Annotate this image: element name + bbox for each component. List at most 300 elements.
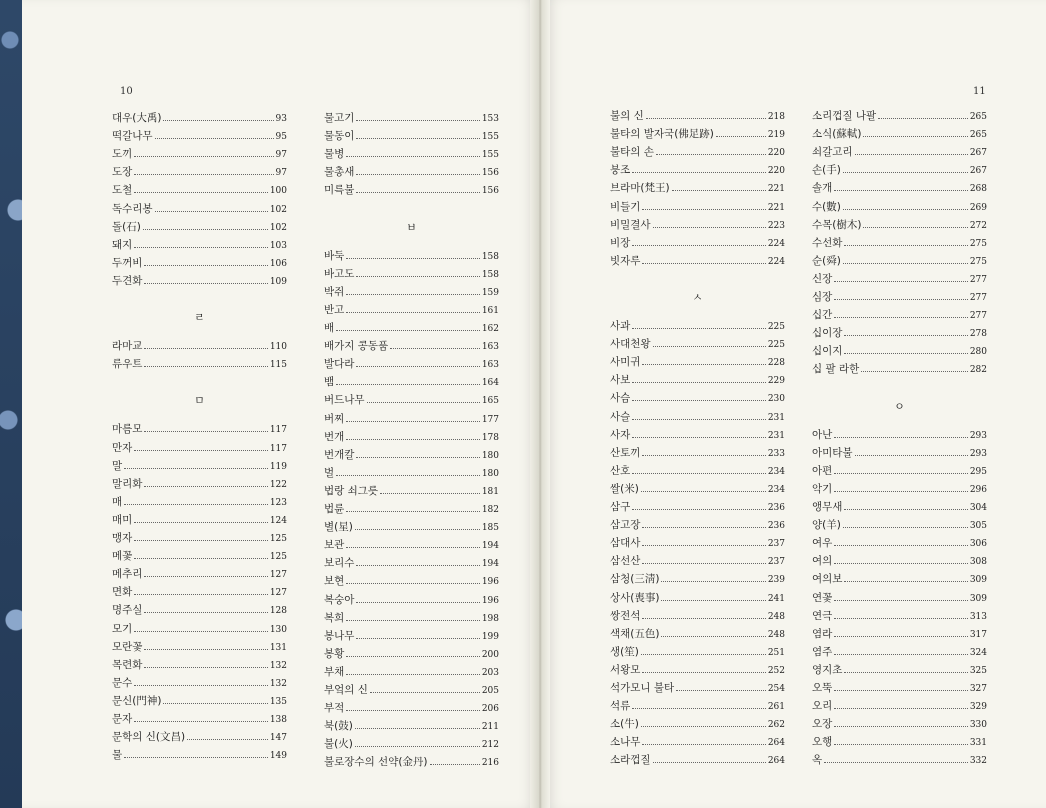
entry-page-number: 156 xyxy=(481,168,499,179)
entry-page-number: 239 xyxy=(767,575,785,586)
index-entry xyxy=(112,476,287,494)
index-entry xyxy=(112,729,287,747)
index-entry xyxy=(610,318,785,336)
entry-term: 심장 xyxy=(812,291,833,303)
entry-term: 색채(五色) xyxy=(610,627,660,640)
entry-page-number: 225 xyxy=(767,340,785,351)
dot-leader xyxy=(844,345,967,354)
dot-leader xyxy=(824,754,968,763)
entry-term: 앵무새 xyxy=(812,501,843,513)
entry-term: 여우 xyxy=(812,537,833,550)
index-entry xyxy=(610,336,785,354)
entry-term: 여의 xyxy=(812,555,833,568)
dot-leader xyxy=(661,573,765,582)
entry-page-number: 117 xyxy=(269,425,287,436)
index-entry xyxy=(324,700,499,718)
dot-leader xyxy=(641,718,766,727)
entry-page-number: 149 xyxy=(269,751,287,762)
entry-page-number: 293 xyxy=(969,430,987,441)
index-entry xyxy=(812,253,987,271)
entry-term: 복숭아 xyxy=(324,593,355,606)
dot-leader xyxy=(155,203,268,212)
entry-page-number: 156 xyxy=(481,186,499,197)
entry-page-number: 254 xyxy=(767,684,785,694)
dot-leader xyxy=(632,237,766,246)
dot-leader xyxy=(356,630,479,639)
entry-term: 물총새 xyxy=(324,166,355,179)
entry-page-number: 317 xyxy=(969,629,987,640)
index-entry xyxy=(112,566,287,584)
index-entry xyxy=(812,680,987,698)
entry-page-number: 265 xyxy=(969,130,987,141)
dot-leader xyxy=(144,423,267,432)
entry-page-number: 268 xyxy=(969,184,987,195)
dot-leader xyxy=(844,237,967,246)
dot-leader xyxy=(134,586,268,595)
entry-term: 두견화 xyxy=(112,274,143,287)
dot-leader xyxy=(646,110,766,119)
dot-leader xyxy=(134,677,268,686)
dot-leader xyxy=(863,128,967,137)
entry-term: 쌍전석 xyxy=(610,609,641,622)
entry-term: 바둑 xyxy=(324,249,345,262)
dot-leader xyxy=(632,392,766,401)
entry-term: 불의 신 xyxy=(610,110,644,122)
entry-term: 박쥐 xyxy=(324,285,345,298)
index-entry xyxy=(812,553,987,571)
entry-page-number: 106 xyxy=(269,258,287,269)
entry-page-number: 234 xyxy=(767,466,785,477)
index-entry xyxy=(324,302,499,320)
dot-leader xyxy=(144,257,267,266)
index-entry xyxy=(112,621,287,639)
entry-term: 오뚝 xyxy=(812,682,833,694)
entry-page-number: 182 xyxy=(481,505,499,515)
entry-page-number: 181 xyxy=(481,486,499,497)
index-entry xyxy=(812,271,987,289)
index-entry xyxy=(812,144,987,162)
entry-term: 브라마(梵王) xyxy=(610,182,670,195)
entry-page-number: 236 xyxy=(767,521,785,532)
index-entry xyxy=(812,590,987,608)
entry-page-number: 296 xyxy=(969,484,987,495)
book-gutter xyxy=(530,0,550,808)
dot-leader xyxy=(632,374,766,383)
entry-term: 소(牛) xyxy=(610,718,639,731)
index-entry xyxy=(324,356,499,374)
entry-page-number: 128 xyxy=(269,606,287,617)
entry-page-number: 155 xyxy=(481,150,499,161)
dot-leader xyxy=(844,501,967,510)
entry-page-number: 330 xyxy=(969,720,987,731)
entry-term: 염주 xyxy=(812,645,833,658)
index-entry xyxy=(812,571,987,589)
dot-leader xyxy=(336,467,480,476)
index-entry xyxy=(610,144,785,162)
index-entry xyxy=(812,716,987,734)
index-entry xyxy=(324,429,499,447)
entry-term: 생(笙) xyxy=(610,645,639,658)
entry-page-number: 198 xyxy=(481,613,499,624)
index-entry xyxy=(324,128,499,146)
entry-page-number: 221 xyxy=(767,184,785,195)
entry-page-number: 267 xyxy=(969,148,987,159)
dot-leader xyxy=(144,641,267,650)
index-entry xyxy=(112,273,287,291)
entry-term: 아난 xyxy=(812,428,833,441)
entry-term: 십이지 xyxy=(812,345,843,358)
index-entry xyxy=(112,182,287,200)
dot-leader xyxy=(144,358,267,367)
entry-page-number: 110 xyxy=(269,342,287,353)
dot-leader xyxy=(844,664,967,673)
entry-term: 연꽃 xyxy=(812,591,833,604)
entry-term: 삼대사 xyxy=(610,537,641,550)
index-entry xyxy=(112,237,287,255)
index-entry xyxy=(112,421,287,439)
dot-leader xyxy=(855,447,968,456)
entry-page-number: 329 xyxy=(969,702,987,713)
index-entry xyxy=(324,628,499,646)
index-entry xyxy=(610,481,785,499)
dot-leader xyxy=(356,449,479,458)
dot-leader xyxy=(336,376,480,385)
index-entry xyxy=(610,571,785,589)
entry-page-number: 309 xyxy=(969,593,987,604)
dot-leader xyxy=(143,221,268,230)
entry-page-number: 248 xyxy=(767,629,785,640)
entry-term: 손(手) xyxy=(812,164,841,177)
index-entry xyxy=(812,199,987,217)
index-entry xyxy=(324,392,499,410)
entry-page-number: 200 xyxy=(481,649,499,660)
entry-page-number: 162 xyxy=(481,324,499,334)
entry-term: 비밀결사 xyxy=(610,218,651,231)
entry-term: 소나무 xyxy=(610,736,641,749)
dot-leader xyxy=(356,557,479,566)
entry-page-number: 206 xyxy=(481,704,499,715)
dot-leader xyxy=(642,447,765,456)
entry-page-number: 115 xyxy=(269,360,287,371)
entry-term: 삼고장 xyxy=(610,519,641,532)
dot-leader xyxy=(844,573,967,582)
dot-leader xyxy=(834,465,968,474)
entry-term: 면화 xyxy=(112,586,133,599)
entry-term: 봉황 xyxy=(324,647,345,660)
dot-leader xyxy=(653,338,766,347)
entry-term: 법륜 xyxy=(324,503,345,515)
index-entry xyxy=(610,716,785,734)
entry-term: 번개 xyxy=(324,430,345,443)
index-entry xyxy=(112,639,287,657)
entry-term: 보관 xyxy=(324,539,345,552)
entry-page-number: 324 xyxy=(969,647,987,658)
entry-page-number: 95 xyxy=(275,132,287,143)
dot-leader xyxy=(346,503,480,512)
dot-leader xyxy=(124,749,268,758)
entry-page-number: 231 xyxy=(767,412,785,423)
dot-leader xyxy=(855,146,968,155)
entry-term: 십간 xyxy=(812,309,833,322)
entry-term: 연극 xyxy=(812,609,833,622)
entry-term: 독수리봉 xyxy=(112,202,153,215)
entry-page-number: 158 xyxy=(481,269,499,280)
section-heading: ㅁ xyxy=(194,394,205,408)
index-entry xyxy=(112,602,287,620)
index-entry xyxy=(610,445,785,463)
index-entry xyxy=(610,517,785,535)
index-entry xyxy=(610,734,785,752)
section-heading: ㅅ xyxy=(692,290,703,304)
index-entry xyxy=(812,698,987,716)
entry-page-number: 278 xyxy=(969,329,987,340)
dot-leader xyxy=(834,429,968,438)
dot-leader xyxy=(632,411,766,420)
dot-leader xyxy=(144,568,267,577)
entry-page-number: 127 xyxy=(269,570,287,581)
dot-leader xyxy=(355,521,480,530)
entry-page-number: 280 xyxy=(969,347,987,358)
index-entry xyxy=(610,217,785,235)
dot-leader xyxy=(346,612,480,621)
entry-term: 문자 xyxy=(112,713,133,725)
dot-leader xyxy=(632,429,766,438)
entry-page-number: 117 xyxy=(269,443,287,454)
dot-leader xyxy=(834,628,968,637)
index-entry xyxy=(812,499,987,517)
index-entry xyxy=(610,427,785,445)
entry-page-number: 269 xyxy=(969,202,987,213)
entry-page-number: 309 xyxy=(969,575,987,586)
entry-term: 쇠갈고리 xyxy=(812,146,853,159)
dot-leader xyxy=(346,304,480,313)
dot-leader xyxy=(834,483,968,492)
index-entry xyxy=(610,590,785,608)
entry-term: 돌(石) xyxy=(112,220,141,233)
entry-term: 북(鼓) xyxy=(324,720,353,733)
dot-leader xyxy=(355,738,480,747)
entry-term: 오행 xyxy=(812,736,833,749)
dot-leader xyxy=(834,700,968,709)
entry-page-number: 185 xyxy=(481,523,499,534)
entry-page-number: 220 xyxy=(767,148,785,159)
entry-page-number: 163 xyxy=(481,342,499,353)
entry-term: 미륵불 xyxy=(324,184,355,197)
dot-leader xyxy=(346,148,480,157)
index-entry xyxy=(324,646,499,664)
index-entry xyxy=(112,255,287,273)
entry-page-number: 293 xyxy=(969,448,987,459)
index-entry xyxy=(812,162,987,180)
index-entry xyxy=(324,519,499,537)
index-entry xyxy=(812,644,987,662)
entry-term: 소식(蘇軾) xyxy=(812,128,862,141)
entry-page-number: 153 xyxy=(481,114,499,124)
entry-page-number: 100 xyxy=(269,186,287,197)
entry-page-number: 221 xyxy=(767,202,785,213)
entry-page-number: 122 xyxy=(269,479,287,490)
entry-page-number: 109 xyxy=(269,276,287,287)
dot-leader xyxy=(632,700,766,709)
entry-term: 도장 xyxy=(112,166,133,179)
dot-leader xyxy=(653,219,766,228)
dot-leader xyxy=(834,537,968,546)
index-entry xyxy=(324,592,499,610)
index-entry xyxy=(812,535,987,553)
dot-leader xyxy=(843,201,968,210)
entry-page-number: 211 xyxy=(481,722,499,733)
dot-leader xyxy=(134,532,268,541)
index-entry xyxy=(610,162,785,180)
entry-term: 말 xyxy=(112,459,123,472)
index-entry xyxy=(324,736,499,754)
dot-leader xyxy=(144,659,267,668)
entry-page-number: 97 xyxy=(275,150,287,161)
entry-term: 불(火) xyxy=(324,738,353,751)
entry-page-number: 203 xyxy=(481,667,499,678)
entry-term: 바고도 xyxy=(324,267,355,280)
entry-term: 소리껍질 나팔 xyxy=(812,110,877,122)
index-entry xyxy=(610,235,785,253)
dot-leader xyxy=(346,702,480,711)
entry-term: 명주실 xyxy=(112,604,143,617)
index-entry xyxy=(610,126,785,144)
entry-page-number: 125 xyxy=(269,552,287,563)
dot-leader xyxy=(356,130,479,139)
index-entry xyxy=(324,411,499,429)
entry-page-number: 135 xyxy=(269,696,287,707)
dot-leader xyxy=(346,286,480,295)
entry-term: 목련화 xyxy=(112,658,143,671)
index-entry xyxy=(812,752,987,770)
dot-leader xyxy=(632,501,766,510)
entry-term: 배 xyxy=(324,322,335,334)
entry-term: 보리수 xyxy=(324,557,355,570)
index-entry xyxy=(812,608,987,626)
dot-leader xyxy=(144,340,267,349)
entry-page-number: 237 xyxy=(767,557,785,568)
entry-term: 빗자루 xyxy=(610,254,641,267)
index-entry xyxy=(112,356,287,374)
dot-leader xyxy=(134,623,268,632)
entry-term: 물고기 xyxy=(324,112,355,124)
index-entry xyxy=(610,662,785,680)
entry-term: 수목(樹木) xyxy=(812,218,862,231)
entry-page-number: 223 xyxy=(767,220,785,231)
entry-term: 버드나무 xyxy=(324,394,365,407)
index-entry xyxy=(324,164,499,182)
index-entry xyxy=(112,110,287,128)
entry-page-number: 196 xyxy=(481,577,499,588)
dot-leader xyxy=(163,112,273,121)
index-entry xyxy=(324,754,499,772)
dot-leader xyxy=(834,273,968,282)
index-entry xyxy=(112,548,287,566)
entry-term: 돼지 xyxy=(112,238,133,251)
entry-page-number: 331 xyxy=(969,738,987,749)
entry-term: 아편 xyxy=(812,464,833,477)
index-entry xyxy=(610,626,785,644)
entry-page-number: 306 xyxy=(969,539,987,550)
index-entry xyxy=(610,199,785,217)
entry-term: 양(羊) xyxy=(812,519,841,532)
index-entry xyxy=(610,499,785,517)
dot-leader xyxy=(661,592,765,601)
entry-page-number: 228 xyxy=(767,358,785,369)
index-entry xyxy=(112,164,287,182)
entry-term: 매 xyxy=(112,495,123,508)
entry-term: 류우트 xyxy=(112,358,143,371)
index-entry xyxy=(610,553,785,571)
dot-leader xyxy=(661,628,765,637)
entry-page-number: 277 xyxy=(969,293,987,303)
entry-page-number: 265 xyxy=(969,112,987,122)
entry-term: 삼선산 xyxy=(610,555,641,568)
entry-page-number: 199 xyxy=(481,631,499,642)
dot-leader xyxy=(355,720,480,729)
entry-page-number: 219 xyxy=(767,130,785,141)
entry-page-number: 264 xyxy=(767,738,785,749)
entry-term: 두꺼비 xyxy=(112,256,143,269)
entry-term: 염라 xyxy=(812,627,833,640)
entry-page-number: 155 xyxy=(481,132,499,143)
dot-leader xyxy=(134,550,268,559)
entry-term: 만자 xyxy=(112,441,133,454)
dot-leader xyxy=(632,320,766,329)
index-entry xyxy=(324,573,499,591)
entry-page-number: 229 xyxy=(767,376,785,387)
index-entry xyxy=(112,512,287,530)
entry-page-number: 97 xyxy=(275,168,287,179)
dot-leader xyxy=(134,184,268,193)
dot-leader xyxy=(346,539,480,548)
dot-leader xyxy=(676,682,766,691)
entry-page-number: 236 xyxy=(767,503,785,513)
index-entry xyxy=(812,734,987,752)
dot-leader xyxy=(356,358,479,367)
index-entry xyxy=(112,494,287,512)
entry-term: 영지초 xyxy=(812,663,843,676)
index-entry xyxy=(112,146,287,164)
entry-page-number: 234 xyxy=(767,484,785,495)
entry-page-number: 205 xyxy=(481,686,499,696)
index-entry xyxy=(812,325,987,343)
entry-term: 뱀 xyxy=(324,376,335,389)
entry-term: 소라껍질 xyxy=(610,754,651,767)
entry-term: 메꽃 xyxy=(112,550,133,563)
dot-leader xyxy=(356,112,479,121)
dot-leader xyxy=(346,666,480,675)
entry-term: 사과 xyxy=(610,320,631,332)
entry-term: 붕조 xyxy=(610,164,631,177)
index-entry xyxy=(324,338,499,356)
entry-term: 사보 xyxy=(610,374,631,387)
dot-leader xyxy=(124,496,268,505)
entry-term: 물 xyxy=(112,749,123,762)
section-heading: ㅂ xyxy=(406,220,417,234)
entry-term: 삼구 xyxy=(610,501,631,513)
index-entry xyxy=(610,409,785,427)
dot-leader xyxy=(834,718,968,727)
entry-page-number: 332 xyxy=(969,756,987,767)
index-entry xyxy=(812,427,987,445)
index-entry xyxy=(610,680,785,698)
dot-leader xyxy=(134,514,268,523)
index-entry xyxy=(812,289,987,307)
entry-page-number: 163 xyxy=(481,360,499,371)
entry-term: 라마교 xyxy=(112,340,143,353)
entry-page-number: 132 xyxy=(269,678,287,689)
